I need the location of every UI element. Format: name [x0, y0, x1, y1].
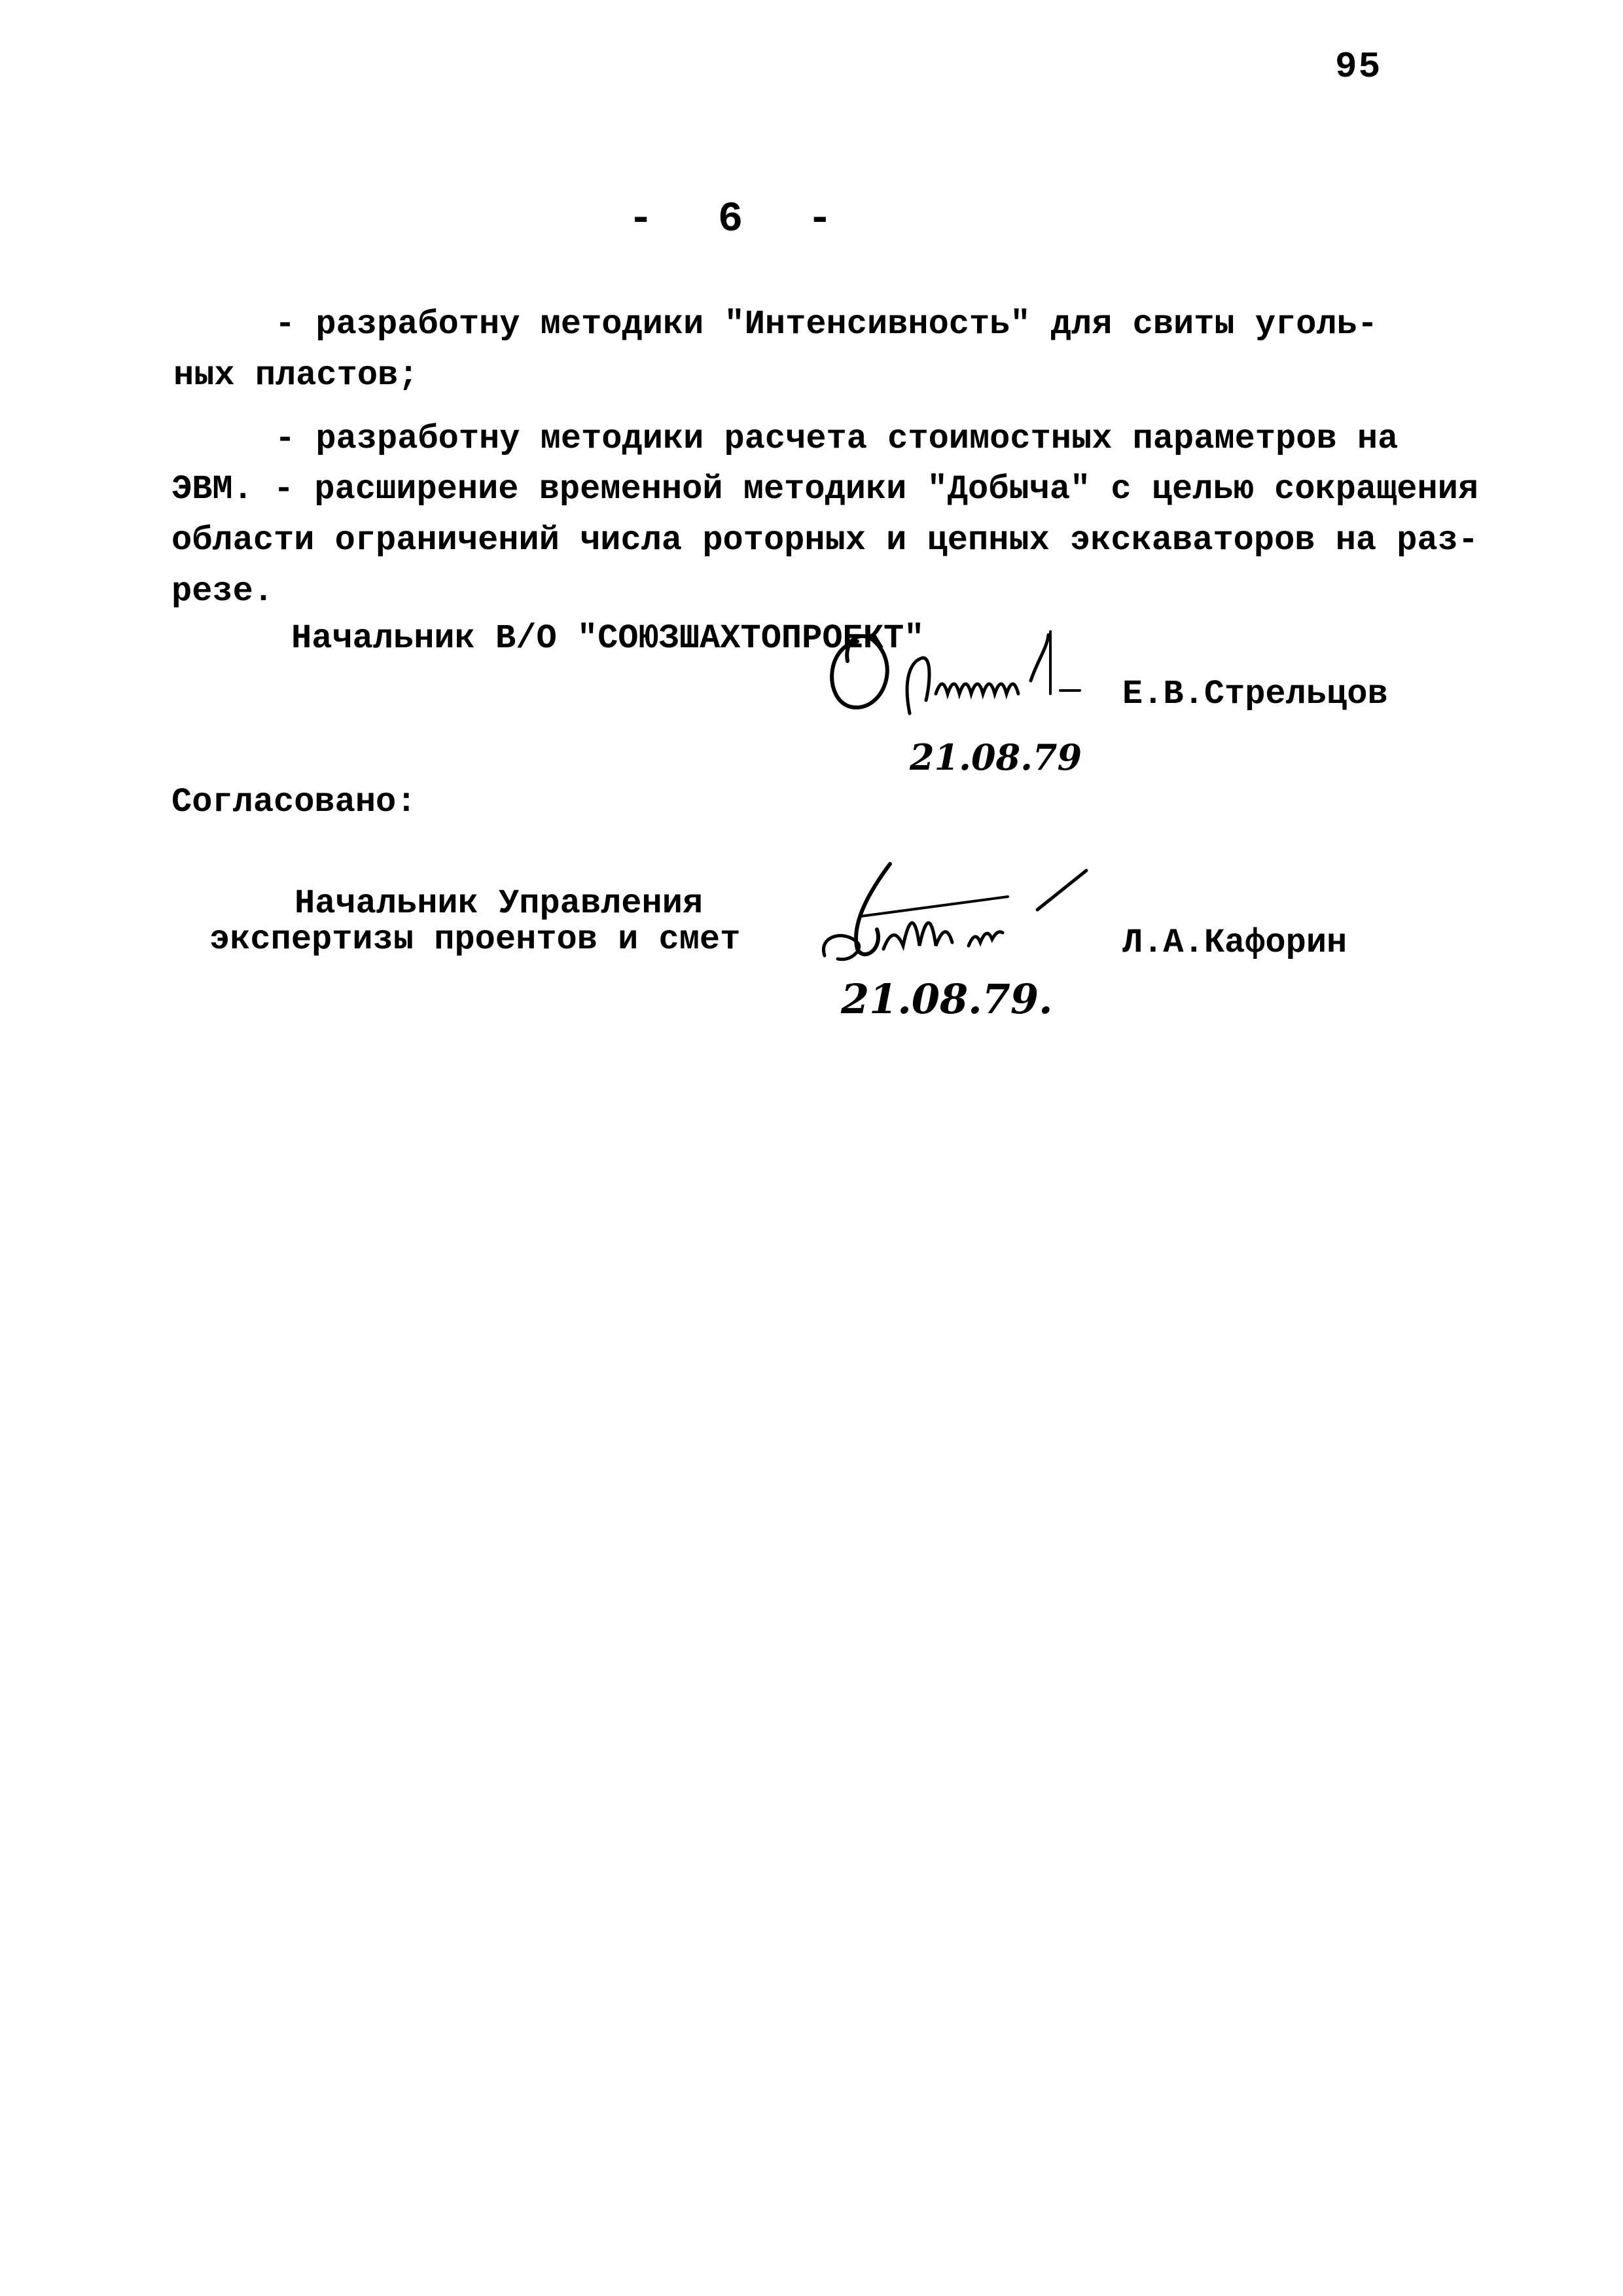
sheet-number: - 6 - [628, 196, 853, 243]
signatory-2-title-line-2: экспертизы проентов и смет [209, 920, 741, 959]
paragraph-3-line-1: области ограничений числа роторных и цепных экскаваторов на раз- [171, 521, 1479, 560]
page-number: 95 [1335, 46, 1382, 88]
paragraph-1-line-2: ных пластов; [173, 356, 419, 395]
paragraph-1-line-1: - разрaботну методики "Интенсивность" для свиты уголь- [275, 305, 1378, 344]
signatory-1-title: Начальник В/О "СОЮЗШАХТОПРОЕКТ" [291, 619, 925, 658]
agreed-label: Согласовано: [171, 783, 417, 821]
paragraph-2-line-2: ЭВМ. - расширение временной методики "Добыча" с целью сокращения [171, 470, 1479, 509]
signatory-1-date: 21.08.79 [910, 736, 1082, 778]
signatory-2-name: Л.А.Кафорин [1122, 924, 1347, 962]
signatory-2-title-line-1: Начальник Управления [294, 884, 704, 923]
signature-1-image [812, 622, 1126, 733]
paragraph-2-line-1: - разработну методики расчета стоимостных параметров на [275, 420, 1399, 458]
paragraph-3-line-2: резе. [171, 572, 274, 611]
signature-2-image [812, 851, 1113, 982]
signatory-2-date: 21.08.79. [841, 975, 1053, 1023]
signatory-1-name: Е.В.Стрельцов [1122, 675, 1388, 713]
